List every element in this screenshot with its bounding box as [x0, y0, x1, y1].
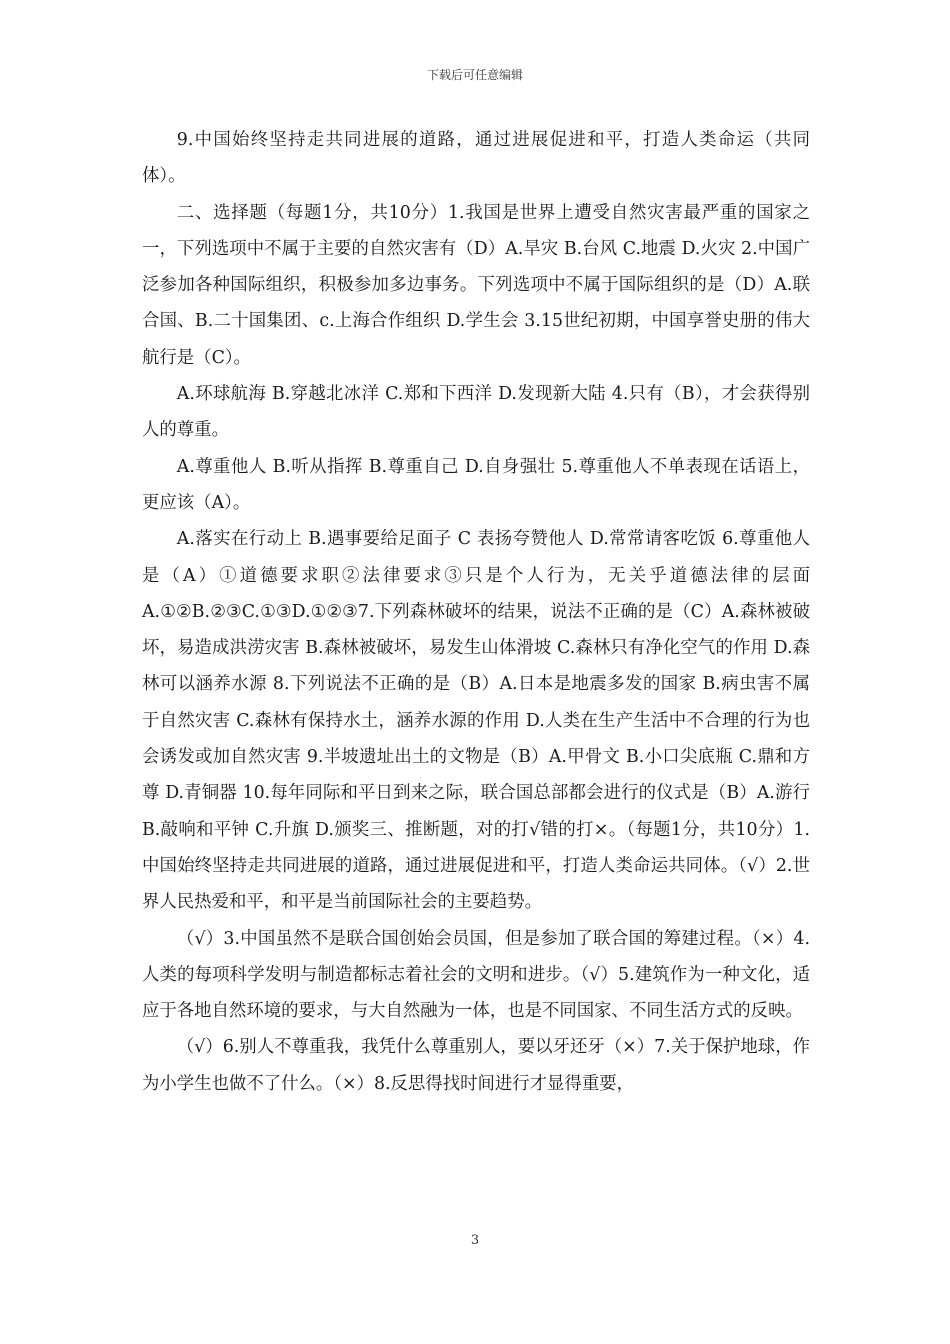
paragraph-1: 9.中国始终坚持走共同进展的道路，通过进展促进和平，打造人类命运（共同体）。: [142, 130, 810, 187]
paragraph-4: A.尊重他人 B.听从指挥 B.尊重自己 D.自身强壮 5.尊重他人不单表现在话语上，更应该（A）。: [142, 456, 810, 513]
paragraph-2: 二、选择题（每题1分，共10分）1.我国是世界上遭受自然灾害最严重的国家之一，下列选项中不属于主要的自然灾害有（D）A.旱灾 B.台风 C.地震 D.火灾 2.中国广泛参加各种国际组织，积极参加多边事务。下列选项中不属于国际组织的是（D）A.联合国、B.二十国集团、c.上海合作组织 D.学生会 3.15世纪初期，中国享誉史册的伟大航行是（C）。: [142, 202, 810, 368]
paragraph-5: A.落实在行动上 B.遇事要给足面子 C 表扬夸赞他人 D.常常请客吃饭 6.尊重他人是（A）①道德要求职②法律要求③只是个人行为，无关乎道德法律的层面 A.①②B.②③C.①③D.①②③7.下列森林破坏的结果，说法不正确的是（C）A.森林被破坏，易造成洪涝灾害 B.森林被破坏，易发生山体滑坡 C.森林只有净化空气的作用 D.森林可以涵养水源 8.下列说法不正确的是（B）A.日本是地震多发的国家 B.病虫害不属于自然灾害 C.森林有保持水土，涵养水源的作用 D.人类在生产生活中不合理的行为也会诱发或加自然灾害 9.半坡遗址出土的文物是（B）A.甲骨文 B.小口尖底瓶 C.鼎和方尊 D.青铜器 10.每年同际和平日到来之际，联合国总部都会进行的仪式是（B）A.游行 B.敲响和平钟 C.升旗 D.颁奖三、推断题，对的打√错的打×。（每题1分，共10分）1.中国始终坚持走共同进展的道路，通过进展促进和平，打造人类命运共同体。（√）2.世界人民热爱和平，和平是当前国际社会的主要趋势。: [142, 529, 810, 913]
document-body: [142, 122, 810, 1102]
paragraph-6: （√）3.中国虽然不是联合国创始会员国，但是参加了联合国的筹建过程。（×）4.人类的每项科学发明与制造都标志着社会的文明和进步。（√）5.建筑作为一种文化，适应于各地自然环境的要求，与大自然融为一体，也是不同国家、不同生活方式的反映。: [142, 928, 810, 1022]
paragraph-7: （√）6.别人不尊重我，我凭什么尊重别人，要以牙还牙（×）7.关于保护地球，作为小学生也做不了什么。（×）8.反思得找时间进行才显得重要，: [142, 1037, 810, 1094]
paragraph-3: A.环球航海 B.穿越北冰洋 C.郑和下西洋 D.发现新大陆 4.只有（B），才会获得别人的尊重。: [142, 384, 810, 441]
page-number: 3: [470, 1233, 480, 1248]
page-header-watermark: 下载后可任意编辑: [426, 68, 523, 82]
